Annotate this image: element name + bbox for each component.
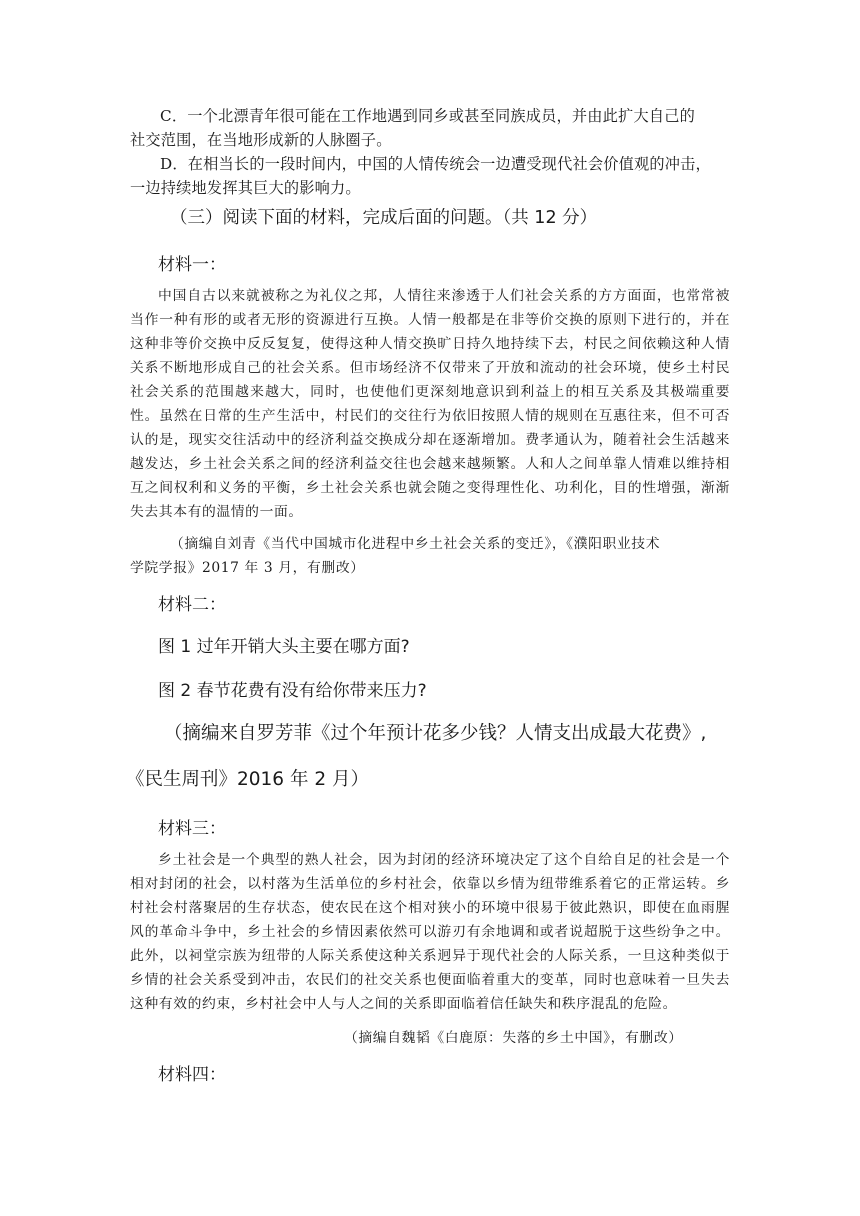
material-3-label: 材料三： [158, 819, 226, 839]
material-1-text: 中国自古以来就被称之为礼仪之邦，人情往来渗透于人们社会关系的方方面面，也常常被当作一种有形的或者无形的资源进行互换。人情一般都是在非等价交换的原则下进行的，并在这种非等价交换中反反复复，使得这种人情交换旷日持久地持续下去，村民之间依赖这种人情关系不断地形成自己的社会关系。但市场经济不仅带来了开放和流动的社会环境，使乡土村民社会关系的范围越来越大，同时，也使他们更深刻地意识到利益上的相互关系及其极端重要性。虽然在日常的生产生活中，村民们的交往行为依旧按照人情的规则在互惠往来，但不可否认的是，现实交往活动中的经济利益交换成分却在逐渐增加。费孝通认为，随着社会生活越来越发达，乡土社会关系之间的经济利益交往也会越来越频繁。人和人之间单靠人情难以维持相互之间权利和义务的平衡，乡土社会关系也就会随之变得理性化、功利化，目的性增强，渐渐失去其本有的温情的一面。 [130, 288, 730, 520]
section-heading: （三）阅读下面的材料，完成后面的问题。（共 12 分） [170, 208, 598, 228]
figure-2-caption: 图 2 春节花费有没有给你带来压力? [158, 681, 427, 701]
material-1-citation-line-1: （摘编自刘青《当代中国城市化进程中乡土社会关系的变迁》，《濮阳职业技术 [170, 536, 661, 552]
option-d-line-2: 一边持续地发挥其巨大的影响力。 [130, 179, 361, 197]
material-1-label: 材料一： [158, 255, 226, 275]
material-1-citation-line-2: 学院学报》2017 年 3 月，有删改） [130, 560, 365, 576]
option-d-line-1: D．在相当长的一段时间内，中国的人情传统会一边遭受现代社会价值观的冲击， [160, 155, 711, 173]
option-c-line-1: C．一个北漂青年很可能在工作地遇到同乡或甚至同族成员，并由此扩大自己的 [160, 107, 695, 125]
material-2-citation-line-1: （摘编来自罗芳菲《过个年预计花多少钱？人情支出成最大花费》, [164, 723, 707, 744]
material-4-label: 材料四： [158, 1065, 226, 1085]
material-2-citation-line-2: 《民生周刊》2016 年 2 月） [126, 769, 369, 790]
material-3-text: 乡土社会是一个典型的熟人社会，因为封闭的经济环境决定了这个自给自足的社会是一个相对封闭的社会，以村落为生活单位的乡村社会，依靠以乡情为纽带维系着它的正常运转。乡村社会村落聚居的生存状态，使农民在这个相对狭小的环境中很易于彼此熟识，即使在血雨腥风的革命斗争中，乡土社会的乡情因素依然可以游刃有余地调和或者说超脱于这些纷争之中。此外，以祠堂宗族为纽带的人际关系使这种关系迥异于现代社会的人际关系，一旦这种类似于乡情的社会关系受到冲击，农民们的社交关系也便面临着重大的变革，同时也意味着一旦失去这种有效的约束，乡村社会中人与人之间的关系即面临着信任缺失和秩序混乱的危险。 [130, 852, 730, 1012]
material-3-citation: （摘编自魏韬《白鹿原：失落的乡土中国》，有删改） [344, 1030, 683, 1046]
material-2-label: 材料二： [158, 595, 226, 615]
option-c-line-2: 社交范围，在当地形成新的人脉圈子。 [130, 131, 392, 149]
figure-1-caption: 图 1 过年开销大头主要在哪方面? [158, 637, 410, 657]
